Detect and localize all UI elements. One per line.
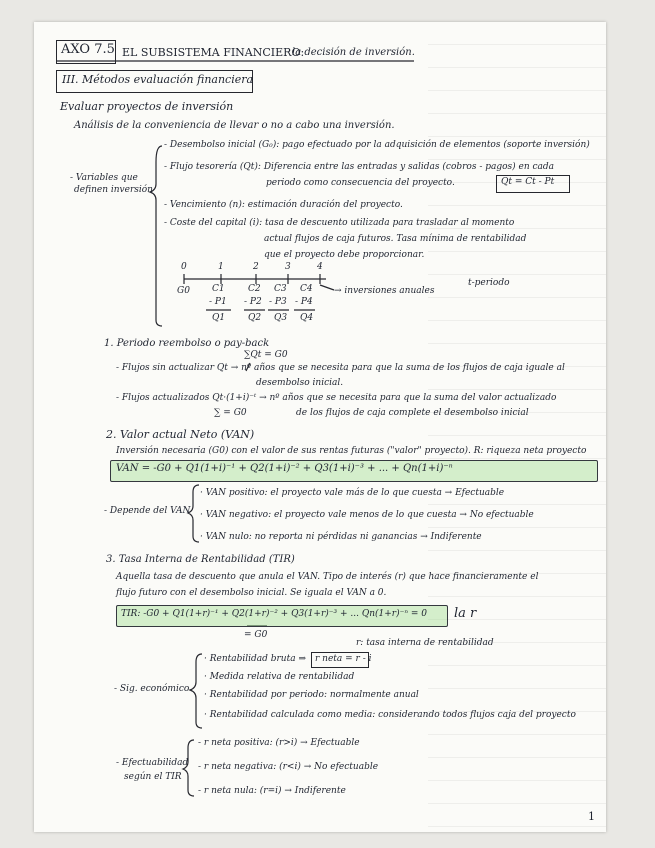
cash-c2: C2 [248, 284, 261, 294]
cash-p3: - P3 [269, 297, 287, 307]
tick-4: 4 [317, 262, 323, 272]
effect-positive: - r neta positiva: (r>i) → Efectuable [198, 738, 360, 748]
econ-item-periodo: · Rentabilidad por periodo: normalmente anual [204, 690, 419, 700]
tir-formula: TIR: -G0 + Q1(1+r)⁻¹ + Q2(1+r)⁻² + Q3(1+r)⁻³ + ... Qn(1+r)⁻ⁿ = 0 [121, 609, 427, 619]
tir-line1: Aquella tasa de descuento que anula el VAN. Tipo de interés (r) que hace financieramente el [116, 572, 539, 582]
header-subtitle: la decisión de inversión. [292, 47, 415, 58]
econ-item-relativa: · Medida relativa de rentabilidad [204, 672, 355, 682]
effect-negative: - r neta negativa: (r<i) → No efectuable [198, 762, 379, 772]
cash-c4: C4 [300, 284, 313, 294]
tir-r-def: r: tasa interna de rentabilidad [356, 638, 494, 648]
payback-annotation: ∑Qt = G0 [244, 350, 288, 360]
effect-null: - r neta nula: (r=i) → Indiferente [198, 786, 346, 796]
cash-p1: - P1 [209, 297, 227, 307]
variable-desembolso: - Desembolso inicial (G₀): pago efectuado por la adquisición de elementos (soporte inversión) [164, 140, 590, 150]
van-depends-label: - Depende del VAN [104, 506, 191, 516]
flow-formula: Qt = Ct - Pt [501, 177, 555, 187]
variable-flujo-cont: periodo como consecuencia del proyecto. [266, 178, 455, 188]
cash-q3: Q3 [274, 313, 288, 323]
payback-line1: - Flujos sin actualizar Qt → nº años que se necesita para que la suma de los flujos de caja iguale al [116, 363, 565, 373]
section-label: III. Métodos evaluación financiera [62, 73, 254, 86]
tir-econ-label: - Sig. económico [114, 684, 190, 694]
van-desc: Inversión necesaria (G0) con el valor de sus rentas futuras ("valor" proyecto). R: riqueza neta proyecto [116, 446, 587, 456]
tir-title: 3. Tasa Interna de Rentabilidad (TIR) [106, 554, 295, 565]
variable-flujo: - Flujo tesorería (Qt): Diferencia entre las entradas y salidas (cobros - pagos) en cada [164, 162, 555, 172]
van-title: 2. Valor actual Neto (VAN) [106, 428, 255, 441]
tir-eq-g0: = G0 [244, 630, 268, 640]
van-case-null: · VAN nulo: no reporta ni pérdidas ni ganancias → Indiferente [200, 532, 482, 542]
cash-q1: Q1 [212, 313, 226, 323]
tir-effect-label-1: - Efectuabilidad [116, 758, 189, 768]
variables-label-1: - Variables que [70, 173, 138, 183]
notebook-page [34, 22, 606, 832]
payback-line2a: ∑ = G0 [214, 408, 247, 418]
tir-line2: flujo futuro con el desembolso inicial. Se iguala el VAN a 0. [116, 588, 387, 598]
variable-coste: - Coste del capital (i): tasa de descuento utilizada para trasladar al momento [164, 218, 515, 228]
timeline-g0: G0 [177, 286, 190, 296]
payback-title: 1. Periodo reembolso o pay-back [104, 338, 270, 349]
cash-c3: C3 [274, 284, 287, 294]
tick-2: 2 [253, 262, 259, 272]
timeline-t-label: t-periodo [468, 278, 510, 288]
econ-item-media: · Rentabilidad calculada como media: considerando todos flujos caja del proyecto [204, 710, 576, 720]
van-formula: VAN = -G0 + Q1(1+i)⁻¹ + Q2(1+i)⁻² + Q3(1+i)⁻³ + ... + Qn(1+i)⁻ⁿ [116, 463, 453, 474]
tir-effect-label-2: según el TIR [124, 772, 182, 782]
cash-p4: - P4 [295, 297, 313, 307]
variable-coste-cont2: que el proyecto debe proporcionar. [264, 250, 425, 260]
cash-c1: C1 [212, 284, 225, 294]
timeline-note: → inversiones anuales [334, 286, 435, 296]
tick-1: 1 [218, 262, 224, 272]
header-title: EL SUBSISTEMA FINANCIERO: [122, 46, 305, 59]
intro-analysis: Análisis de la conveniencia de llevar o no a cabo una inversión. [74, 120, 395, 131]
econ-item-bruta: · Rentabilidad bruta ⇒ [204, 654, 306, 664]
tick-0: 0 [181, 262, 187, 272]
cash-q4: Q4 [300, 313, 314, 323]
cash-q2: Q2 [248, 313, 262, 323]
econ-item-r-neta: r neta = r - i [315, 654, 372, 664]
tick-3: 3 [285, 262, 291, 272]
intro-heading: Evaluar proyectos de inversión [60, 100, 234, 113]
variable-vencimiento: - Vencimiento (n): estimación duración del proyecto. [164, 200, 403, 210]
van-case-positive: · VAN positivo: el proyecto vale más de lo que cuesta → Efectuable [200, 488, 505, 498]
van-case-negative: · VAN negativo: el proyecto vale menos de lo que cuesta → No efectuable [200, 510, 534, 520]
variables-label-2: definen inversión [74, 185, 153, 195]
variable-coste-cont1: actual flujos de caja futuros. Tasa mínima de rentabilidad [264, 234, 527, 244]
payback-line2b: de los flujos de caja complete el desembolso inicial [296, 408, 529, 418]
cash-p2: - P2 [244, 297, 262, 307]
header-code: AXO 7.5 [61, 42, 115, 57]
tir-side-note: la r [454, 606, 477, 621]
payback-line1b: desembolso inicial. [256, 378, 344, 388]
payback-line2: - Flujos actualizados Qt·(1+i)⁻ᵗ → nº años que se necesita para que la suma del valor actualizado [116, 393, 557, 403]
page-number: 1 [588, 810, 595, 823]
